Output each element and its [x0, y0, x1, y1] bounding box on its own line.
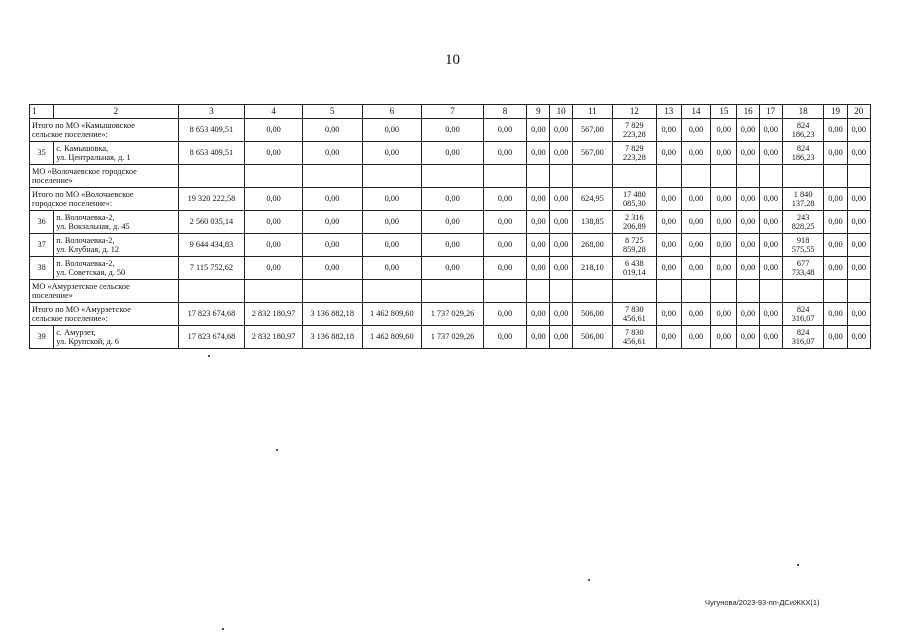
value-cell: 0,00 — [759, 257, 782, 280]
row-number-cell: 39 — [30, 326, 54, 349]
row-name-cell — [30, 119, 179, 142]
value-cell: 0,00 — [362, 188, 422, 211]
row-name-line: МО «Амурзетское сельское — [32, 281, 130, 291]
value-cell: 0,00 — [824, 326, 847, 349]
value-cell — [613, 234, 656, 257]
value-cell: 1 462 809,60 — [362, 326, 422, 349]
value-cell: 0,00 — [422, 188, 484, 211]
value-cell: 0,00 — [711, 211, 737, 234]
row-number-cell: 37 — [30, 234, 54, 257]
value-cell: 0,00 — [847, 142, 870, 165]
column-number-cell: 12 — [613, 105, 656, 119]
value-cell: 3 136 882,18 — [302, 326, 362, 349]
value-cell: 17 823 674,68 — [178, 326, 245, 349]
value-cell: 0,00 — [302, 142, 362, 165]
value-line: 7 829 — [625, 120, 644, 130]
row-name-line: Итого по МО «Волочаевское — [32, 189, 134, 199]
value-line: 316,07 — [791, 337, 815, 346]
column-number-cell: 4 — [245, 105, 303, 119]
value-cell: 0,00 — [527, 303, 550, 326]
value-line: 085,30 — [622, 199, 646, 208]
empty-cell — [483, 280, 526, 303]
value-cell: 0,00 — [302, 119, 362, 142]
table-row — [30, 142, 871, 165]
value-cell: 0,00 — [656, 234, 681, 257]
value-cell: 0,00 — [550, 257, 572, 280]
row-name-cell — [30, 280, 179, 303]
empty-cell — [759, 280, 782, 303]
value-cell: 138,85 — [572, 211, 612, 234]
value-line: 677 — [796, 258, 810, 268]
column-number-cell: 1 — [30, 105, 54, 119]
value-cell: 0,00 — [824, 303, 847, 326]
value-cell: 8 653 409,51 — [178, 142, 245, 165]
value-cell: 0,00 — [527, 211, 550, 234]
column-number-cell: 10 — [550, 105, 572, 119]
column-number-cell: 6 — [362, 105, 422, 119]
scan-speck — [276, 449, 278, 451]
column-number-cell: 15 — [711, 105, 737, 119]
value-line: 223,28 — [622, 130, 646, 139]
row-name-line: поселение» — [32, 176, 73, 185]
value-cell: 0,00 — [737, 234, 759, 257]
table-row — [30, 257, 871, 280]
empty-cell — [782, 165, 823, 188]
value-cell: 0,00 — [245, 142, 303, 165]
column-number-cell: 2 — [54, 105, 178, 119]
value-cell: 0,00 — [847, 211, 870, 234]
value-cell: 0,00 — [759, 119, 782, 142]
value-cell: 0,00 — [737, 142, 759, 165]
value-cell: 0,00 — [737, 211, 759, 234]
row-name-cell — [30, 303, 179, 326]
value-cell: 0,00 — [302, 234, 362, 257]
value-cell — [782, 326, 823, 349]
value-line: 733,48 — [791, 268, 815, 277]
row-name-cell — [30, 165, 179, 188]
value-cell: 0,00 — [422, 142, 484, 165]
table-row — [30, 326, 871, 349]
value-cell — [613, 211, 656, 234]
value-line: 824 — [796, 304, 810, 314]
row-name-cell — [30, 188, 179, 211]
row-name-line: ул. Крупской, д. 6 — [56, 337, 120, 346]
empty-cell — [550, 280, 572, 303]
column-number-cell: 20 — [847, 105, 870, 119]
empty-cell — [550, 165, 572, 188]
empty-cell — [656, 165, 681, 188]
value-cell: 0,00 — [362, 119, 422, 142]
column-number-cell: 7 — [422, 105, 484, 119]
value-cell — [782, 119, 823, 142]
row-name-line: Итого по МО «Камышовское — [32, 120, 135, 130]
value-cell: 8 653 409,51 — [178, 119, 245, 142]
value-cell: 0,00 — [824, 234, 847, 257]
row-name-line: п. Волочаевка-2, — [56, 258, 115, 268]
value-line: 137,28 — [791, 199, 815, 208]
page-number: 10 — [445, 52, 460, 68]
value-cell: 0,00 — [656, 211, 681, 234]
row-name-cell — [54, 257, 178, 280]
value-cell: 0,00 — [847, 303, 870, 326]
column-number-cell: 3 — [178, 105, 245, 119]
value-cell: 2 832 180,97 — [245, 326, 303, 349]
value-cell: 0,00 — [483, 142, 526, 165]
column-number-cell: 19 — [824, 105, 847, 119]
row-name-line: ул. Клубная, д. 12 — [56, 245, 120, 254]
value-cell: 0,00 — [422, 234, 484, 257]
value-cell: 0,00 — [824, 188, 847, 211]
row-name-cell — [54, 142, 178, 165]
value-cell — [613, 303, 656, 326]
value-cell: 0,00 — [847, 188, 870, 211]
row-name-line: ул. Вокзальная, д. 45 — [56, 222, 130, 231]
table-row — [30, 303, 871, 326]
column-number-cell: 17 — [759, 105, 782, 119]
row-name-line: ул. Центральная, д. 1 — [56, 153, 131, 162]
value-cell: 0,00 — [759, 303, 782, 326]
value-line: 6 438 — [625, 258, 644, 268]
value-cell — [613, 119, 656, 142]
value-line: 186,23 — [791, 130, 815, 139]
value-cell: 0,00 — [527, 142, 550, 165]
value-cell — [782, 257, 823, 280]
value-cell: 218,10 — [572, 257, 612, 280]
empty-cell — [178, 165, 245, 188]
empty-cell — [759, 165, 782, 188]
value-line: 17 480 — [622, 189, 646, 199]
data-table — [29, 104, 871, 349]
empty-cell — [178, 280, 245, 303]
column-number-cell: 11 — [572, 105, 612, 119]
value-line: 1 840 — [793, 189, 813, 199]
value-cell: 0,00 — [824, 119, 847, 142]
value-line: 7 830 — [625, 304, 644, 314]
value-cell: 0,00 — [362, 257, 422, 280]
value-line: 456,61 — [622, 337, 646, 346]
row-name-line: МО «Волочаевское городское — [32, 166, 137, 176]
empty-cell — [847, 280, 870, 303]
value-cell: 0,00 — [302, 188, 362, 211]
column-number-cell: 8 — [483, 105, 526, 119]
table-row — [30, 165, 871, 188]
empty-cell — [302, 165, 362, 188]
value-cell: 0,00 — [245, 234, 303, 257]
value-cell: 624,95 — [572, 188, 612, 211]
value-cell: 2 560 035,14 — [178, 211, 245, 234]
value-cell: 0,00 — [483, 211, 526, 234]
value-cell: 0,00 — [550, 188, 572, 211]
row-name-line: Итого по МО «Амурзетское — [32, 304, 131, 314]
empty-cell — [245, 280, 303, 303]
empty-cell — [711, 280, 737, 303]
empty-cell — [527, 280, 550, 303]
value-cell: 0,00 — [711, 257, 737, 280]
value-cell: 7 115 752,62 — [178, 257, 245, 280]
value-cell — [782, 303, 823, 326]
value-cell: 0,00 — [245, 188, 303, 211]
value-cell — [782, 211, 823, 234]
value-cell: 0,00 — [245, 257, 303, 280]
row-name-line: с. Камышовка, — [56, 143, 109, 153]
value-cell: 1 737 029,26 — [422, 303, 484, 326]
value-cell: 0,00 — [711, 142, 737, 165]
value-line: 2 316 — [625, 212, 644, 222]
empty-cell — [847, 165, 870, 188]
value-cell: 0,00 — [483, 257, 526, 280]
value-cell: 0,00 — [681, 211, 710, 234]
empty-cell — [782, 280, 823, 303]
empty-cell — [302, 280, 362, 303]
value-cell: 0,00 — [711, 326, 737, 349]
value-cell: 0,00 — [483, 303, 526, 326]
value-cell: 0,00 — [656, 326, 681, 349]
value-cell: 0,00 — [681, 142, 710, 165]
value-cell: 0,00 — [656, 257, 681, 280]
value-cell: 0,00 — [759, 211, 782, 234]
value-cell — [613, 326, 656, 349]
table-row — [30, 280, 871, 303]
value-line: 575,55 — [791, 245, 815, 254]
value-cell: 506,00 — [572, 303, 612, 326]
value-line: 824 — [796, 120, 810, 130]
value-cell: 0,00 — [550, 326, 572, 349]
value-cell: 0,00 — [681, 303, 710, 326]
value-line: 206,89 — [622, 222, 646, 231]
value-cell: 0,00 — [711, 303, 737, 326]
value-cell: 0,00 — [483, 326, 526, 349]
row-name-cell — [54, 326, 178, 349]
row-name-line: ул. Советская, д. 50 — [56, 268, 126, 277]
value-cell: 0,00 — [847, 119, 870, 142]
value-cell: 0,00 — [483, 119, 526, 142]
value-cell: 0,00 — [737, 119, 759, 142]
value-cell: 0,00 — [302, 211, 362, 234]
value-line: 186,23 — [791, 153, 815, 162]
value-cell — [782, 142, 823, 165]
value-cell: 0,00 — [847, 257, 870, 280]
value-cell: 0,00 — [483, 188, 526, 211]
value-cell: 0,00 — [759, 234, 782, 257]
value-cell: 0,00 — [527, 188, 550, 211]
value-cell: 0,00 — [245, 119, 303, 142]
value-cell: 0,00 — [737, 188, 759, 211]
value-line: 019,14 — [622, 268, 646, 277]
row-name-cell — [54, 211, 178, 234]
value-cell: 0,00 — [550, 303, 572, 326]
column-number-cell: 16 — [737, 105, 759, 119]
value-cell: 0,00 — [422, 119, 484, 142]
value-cell: 0,00 — [527, 257, 550, 280]
row-name-line: поселение» — [32, 291, 73, 300]
value-cell: 0,00 — [759, 142, 782, 165]
value-cell — [782, 188, 823, 211]
value-cell: 0,00 — [550, 119, 572, 142]
column-number-cell: 9 — [527, 105, 550, 119]
table-row — [30, 234, 871, 257]
empty-cell — [422, 165, 484, 188]
value-cell — [782, 234, 823, 257]
column-number-cell: 13 — [656, 105, 681, 119]
header-row — [30, 105, 871, 119]
row-name-line: п. Волочаевка-2, — [56, 212, 115, 222]
table-row — [30, 211, 871, 234]
row-name-line: городское поселение»: — [32, 199, 113, 208]
value-line: 824 — [796, 143, 810, 153]
value-line: 243 — [796, 212, 810, 222]
empty-cell — [711, 165, 737, 188]
empty-cell — [245, 165, 303, 188]
value-cell: 17 823 674,68 — [178, 303, 245, 326]
scan-speck — [797, 564, 799, 566]
value-line: 7 830 — [625, 327, 644, 337]
footer-reference: Чугунова/2023-93-пп-ДСиЖКХ(1) — [705, 598, 820, 607]
empty-cell — [824, 165, 847, 188]
row-name-line: с. Амурзет, — [56, 327, 96, 337]
value-cell: 0,00 — [737, 303, 759, 326]
value-cell: 0,00 — [656, 119, 681, 142]
value-cell: 0,00 — [527, 326, 550, 349]
column-number-cell: 18 — [782, 105, 823, 119]
value-line: 316,07 — [791, 314, 815, 323]
value-cell: 0,00 — [711, 234, 737, 257]
row-number-cell: 38 — [30, 257, 54, 280]
value-cell: 0,00 — [656, 142, 681, 165]
value-cell: 567,00 — [572, 119, 612, 142]
empty-cell — [613, 165, 656, 188]
value-line: 859,28 — [622, 245, 646, 254]
value-cell: 0,00 — [302, 257, 362, 280]
value-line: 7 829 — [625, 143, 644, 153]
value-cell: 0,00 — [362, 142, 422, 165]
row-name-line: п. Волочаевка-2, — [56, 235, 115, 245]
value-cell: 0,00 — [550, 142, 572, 165]
empty-cell — [656, 280, 681, 303]
value-cell: 0,00 — [362, 211, 422, 234]
value-cell: 0,00 — [656, 188, 681, 211]
row-name-cell — [54, 234, 178, 257]
row-name-line: сельское поселение»: — [32, 130, 108, 139]
row-name-line: сельское поселение»: — [32, 314, 108, 323]
value-cell: 0,00 — [422, 257, 484, 280]
scan-speck — [222, 628, 224, 630]
value-cell: 567,00 — [572, 142, 612, 165]
value-cell: 2 832 180,97 — [245, 303, 303, 326]
empty-cell — [483, 165, 526, 188]
value-cell: 0,00 — [681, 234, 710, 257]
value-cell — [613, 142, 656, 165]
column-number-cell: 5 — [302, 105, 362, 119]
value-cell: 0,00 — [824, 257, 847, 280]
empty-cell — [824, 280, 847, 303]
value-cell: 0,00 — [245, 211, 303, 234]
value-cell: 0,00 — [527, 119, 550, 142]
value-cell: 0,00 — [681, 326, 710, 349]
value-cell: 1 737 029,26 — [422, 326, 484, 349]
value-cell: 0,00 — [824, 142, 847, 165]
row-number-cell: 35 — [30, 142, 54, 165]
value-cell: 0,00 — [681, 119, 710, 142]
value-cell: 0,00 — [711, 119, 737, 142]
value-cell: 0,00 — [759, 188, 782, 211]
table-row — [30, 119, 871, 142]
value-line: 8 725 — [625, 235, 644, 245]
empty-cell — [681, 280, 710, 303]
value-cell: 268,00 — [572, 234, 612, 257]
value-line: 918 — [796, 235, 810, 245]
value-cell: 0,00 — [759, 326, 782, 349]
empty-cell — [572, 165, 612, 188]
row-number-cell: 36 — [30, 211, 54, 234]
value-cell: 3 136 882,18 — [302, 303, 362, 326]
value-cell — [613, 188, 656, 211]
value-cell: 9 644 434,83 — [178, 234, 245, 257]
value-cell: 0,00 — [422, 211, 484, 234]
value-cell: 0,00 — [656, 303, 681, 326]
value-cell: 0,00 — [550, 234, 572, 257]
value-cell: 0,00 — [550, 211, 572, 234]
value-cell: 19 320 222,58 — [178, 188, 245, 211]
value-cell: 1 462 809,60 — [362, 303, 422, 326]
value-cell: 0,00 — [711, 188, 737, 211]
value-cell: 0,00 — [737, 257, 759, 280]
empty-cell — [422, 280, 484, 303]
table-row — [30, 188, 871, 211]
empty-cell — [613, 280, 656, 303]
scan-speck — [588, 579, 590, 581]
value-cell: 0,00 — [737, 326, 759, 349]
value-cell: 0,00 — [824, 211, 847, 234]
value-line: 824 — [796, 327, 810, 337]
value-cell: 0,00 — [527, 234, 550, 257]
value-cell: 0,00 — [681, 188, 710, 211]
value-cell: 506,00 — [572, 326, 612, 349]
empty-cell — [527, 165, 550, 188]
empty-cell — [362, 165, 422, 188]
value-cell: 0,00 — [847, 326, 870, 349]
empty-cell — [362, 280, 422, 303]
empty-cell — [681, 165, 710, 188]
value-cell — [613, 257, 656, 280]
empty-cell — [737, 165, 759, 188]
column-number-cell: 14 — [681, 105, 710, 119]
value-cell: 0,00 — [362, 234, 422, 257]
value-line: 828,25 — [791, 222, 815, 231]
value-cell: 0,00 — [847, 234, 870, 257]
value-line: 223,28 — [622, 153, 646, 162]
value-line: 456,61 — [622, 314, 646, 323]
value-cell: 0,00 — [681, 257, 710, 280]
empty-cell — [737, 280, 759, 303]
empty-cell — [572, 280, 612, 303]
value-cell: 0,00 — [483, 234, 526, 257]
scan-speck — [208, 355, 210, 357]
